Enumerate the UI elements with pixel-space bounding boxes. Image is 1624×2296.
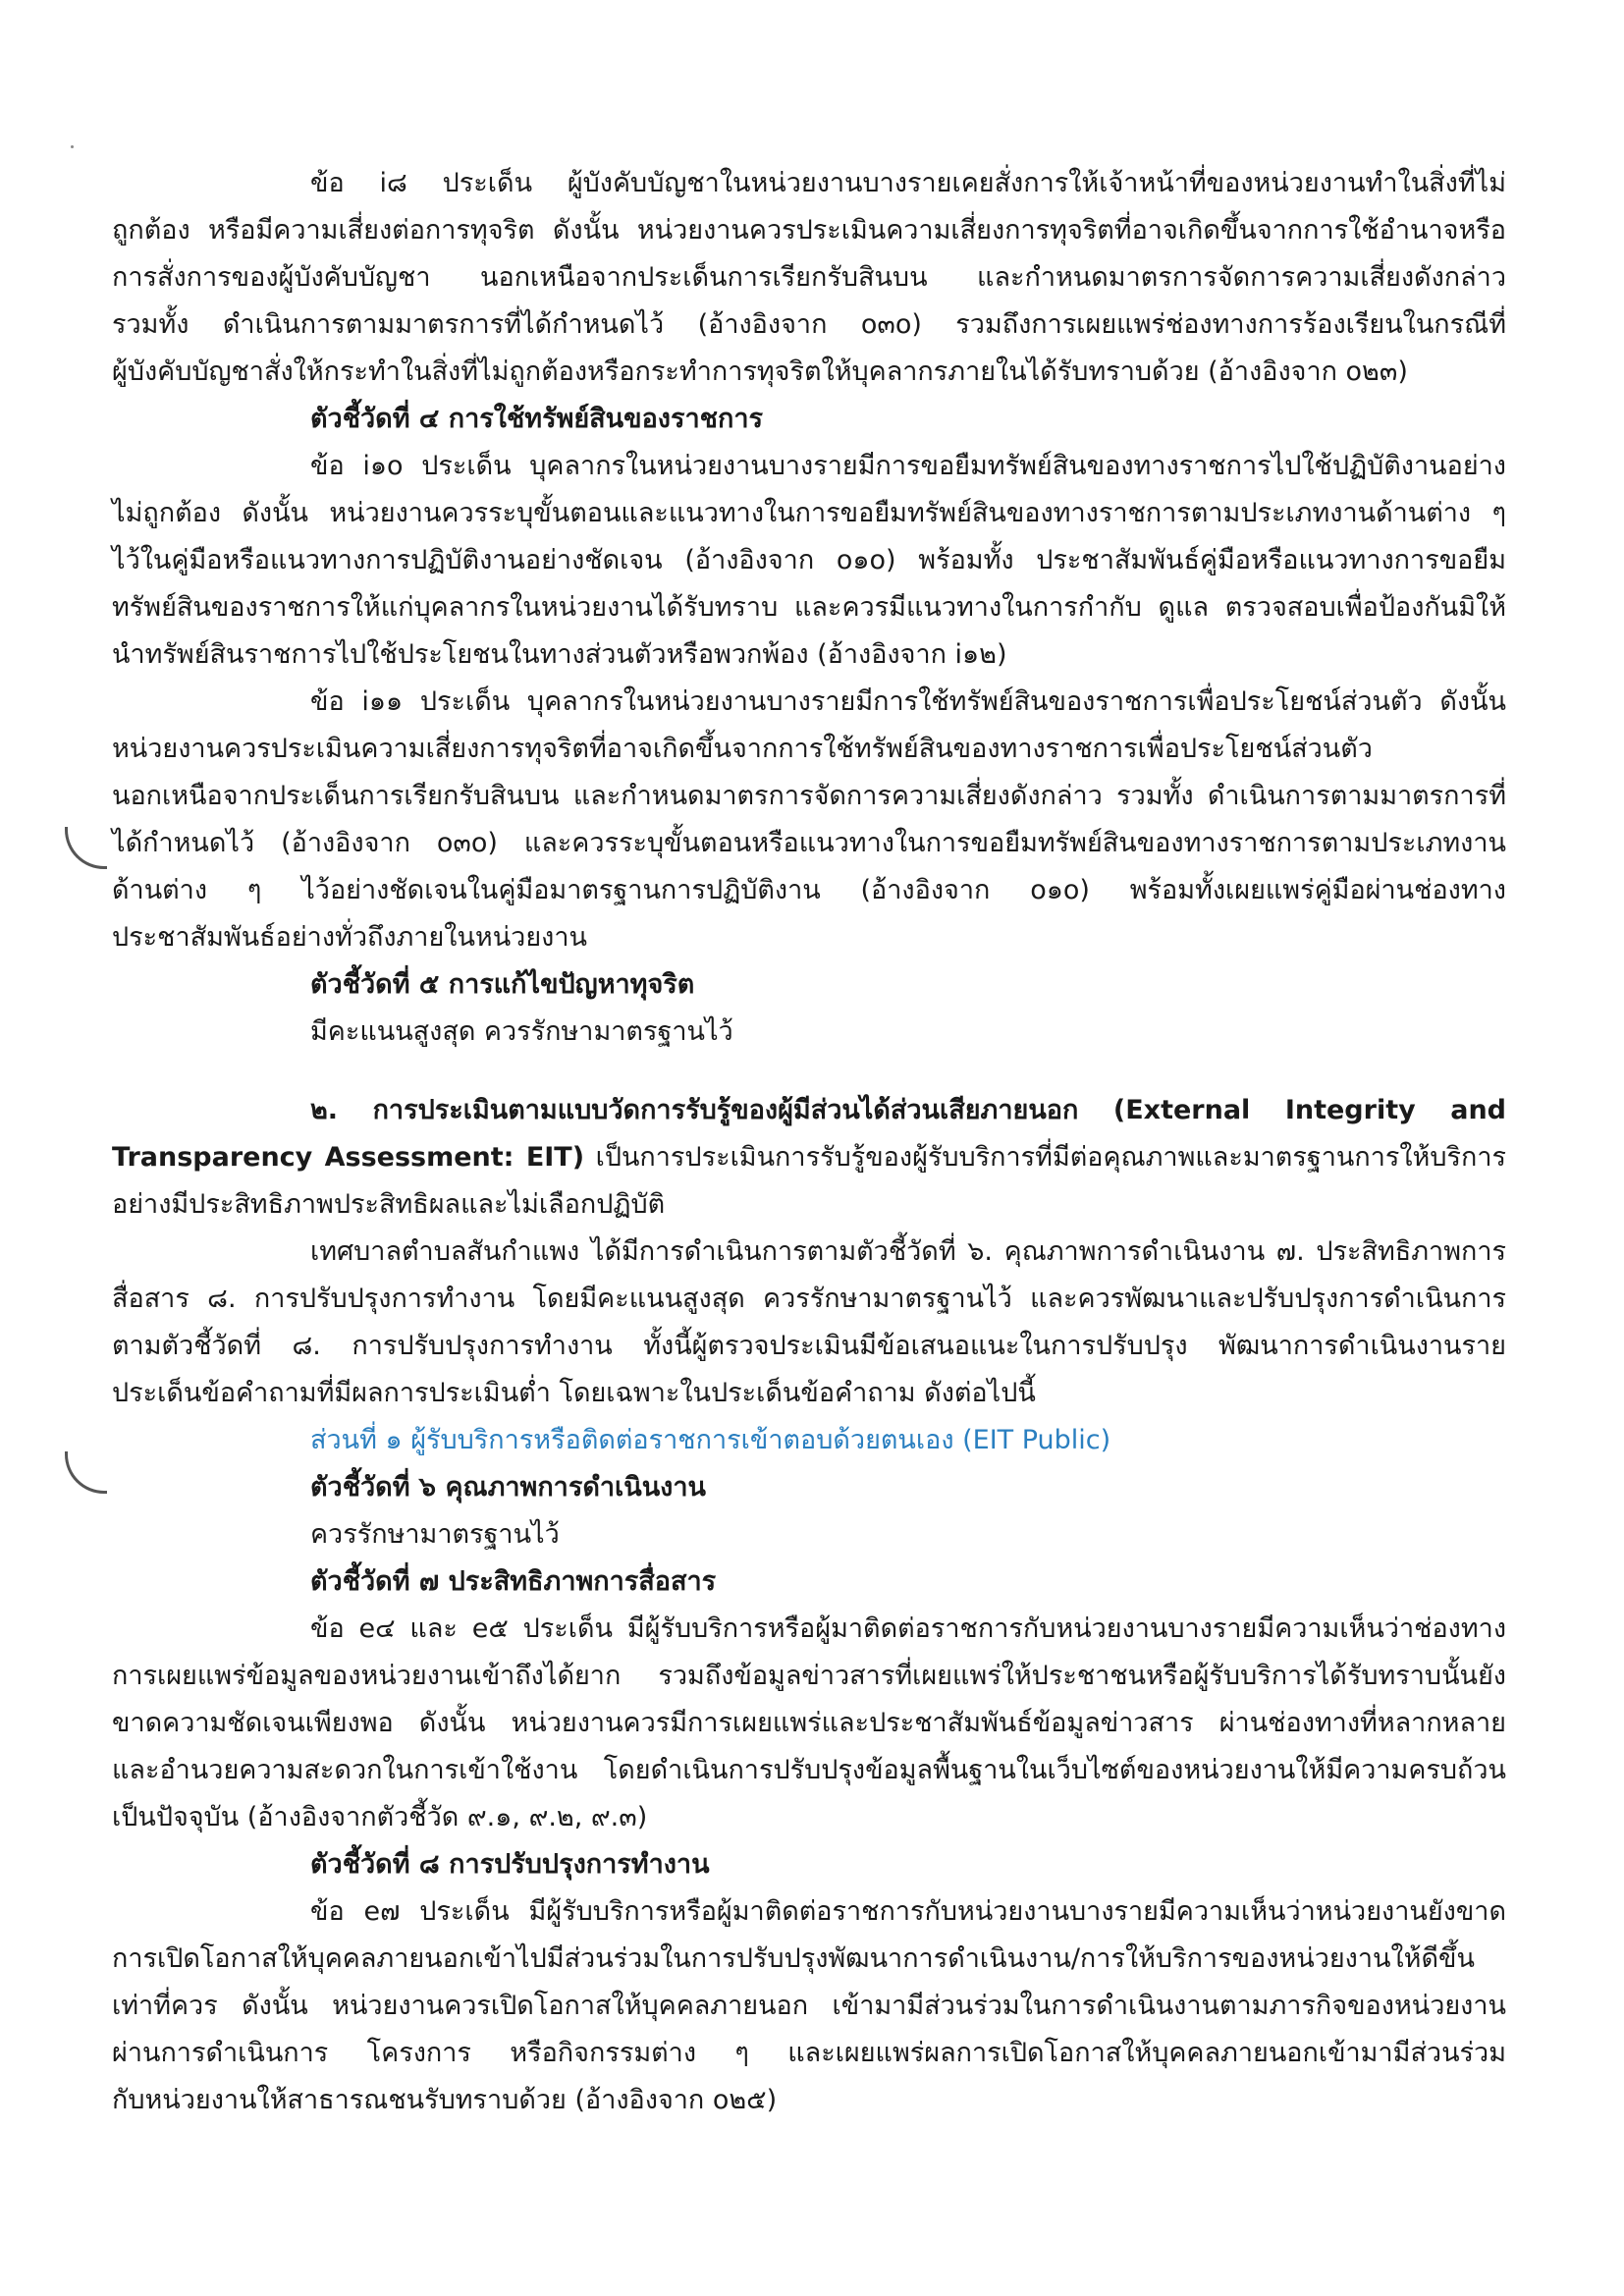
hole-punch-mark-lower [65,1451,107,1494]
section-gap [112,1056,1506,1087]
paragraph-line: สื่อสาร ๘. การปรับปรุงการทำงาน โดยมีคะแนนสูงสุด ควรรักษามาตรฐานไว้ และควรพัฒนาและปรับปรุงการดำเนินการ [112,1284,1506,1314]
paragraph-line: ถูกต้อง หรือมีความเสี่ยงต่อการทุจริต ดังนั้น หน่วยงานควรประเมินความเสี่ยงการทุจริตที่อาจเกิดขึ้นจากการใช้อำนาจหรือ [112,215,1506,246]
paragraph-line: ผู้บังคับบัญชาสั่งให้กระทำในสิ่งที่ไม่ถูกต้องหรือกระทำการทุจริตให้บุคลากรภายในได้รับทราบด้วย (อ้างอิงจาก o๒๓) [112,356,1408,387]
eit-description: เป็นการประเมินการรับรู้ของผู้รับบริการที่มีต่อคุณภาพและมาตรฐานการให้บริการ [584,1142,1506,1173]
indicator-heading-4: ตัวชี้วัดที่ ๔ การใช้ทรัพย์สินของราชการ [310,404,763,434]
document-body [112,160,1506,2124]
paragraph-line [112,1134,1506,1181]
indicator-heading-7: ตัวชี้วัดที่ ๗ ประสิทธิภาพการสื่อสาร [310,1566,717,1597]
paragraph-line: อย่างมีประสิทธิภาพประสิทธิผลและไม่เลือกปฏิบัติ [112,1189,666,1220]
paragraph-line: การเปิดโอกาสให้บุคคลภายนอกเข้าไปมีส่วนร่วมในการปรับปรุงพัฒนาการดำเนินงาน/การให้บริการของหน่วยงานให้ดีขึ้น [112,1943,1475,1974]
paragraph-line: เท่าที่ควร ดังนั้น หน่วยงานควรเปิดโอกาสให้บุคคลภายนอก เข้ามามีส่วนร่วมในการดำเนินงานตามภารกิจของหน่วยงาน [112,1991,1506,2021]
paragraph-line: ข้อ e๔ และ e๕ ประเด็น มีผู้รับบริการหรือผู้มาติดต่อราชการกับหน่วยงานบางรายมีความเห็นว่าช่องทาง [310,1613,1506,1644]
paragraph-line: ควรรักษามาตรฐานไว้ [310,1519,560,1550]
paragraph-line: ด้านต่าง ๆ ไว้อย่างชัดเจนในคู่มือมาตรฐานการปฏิบัติงาน (อ้างอิงจาก o๑o) พร้อมทั้งเผยแพร่คู่มือผ่านช่องทาง [112,875,1506,905]
paragraph-line: นอกเหนือจากประเด็นการเรียกรับสินบน และกำหนดมาตรการจัดการความเสี่ยงดังกล่าว รวมทั้ง ดำเนินการตามมาตรการที่ [112,781,1506,811]
paragraph-line: การสั่งการของผู้บังคับบัญชา นอกเหนือจากประเด็นการเรียกรับสินบน และกำหนดมาตรการจัดการความเสี่ยงดังกล่าว [112,262,1506,293]
paragraph-line: ทรัพย์สินของราชการให้แก่บุคลากรในหน่วยงานได้รับทราบ และควรมีแนวทางในการกำกับ ดูแล ตรวจสอบเพื่อป้องกันมิให้ [112,592,1506,623]
indicator-heading-5: ตัวชี้วัดที่ ๕ การแก้ไขปัญหาทุจริต [310,969,695,1000]
paragraph-line: นำทรัพย์สินราชการไปใช้ประโยชนในทางส่วนตัวหรือพวกพ้อง (อ้างอิงจาก i๑๒) [112,639,1007,670]
paragraph-line: หน่วยงานควรประเมินความเสี่ยงการทุจริตที่อาจเกิดขึ้นจากการใช้ทรัพย์สินของทางราชการเพื่อประโยชน์ส่วนตัว [112,734,1373,764]
indicator-heading-6: ตัวชี้วัดที่ ๖ คุณภาพการดำเนินงาน [310,1472,706,1503]
paragraph-line: เทศบาลตำบลสันกำแพง ได้มีการดำเนินการตามตัวชี้วัดที่ ๖. คุณภาพการดำเนินงาน ๗. ประสิทธิภาพการ [310,1236,1506,1267]
paragraph-line: ผ่านการดำเนินการ โครงการ หรือกิจกรรมต่าง ๆ และเผยแพร่ผลการเปิดโอกาสให้บุคคลภายนอกเข้ามามีส่วนร่วม [112,2038,1506,2068]
paragraph-line: กับหน่วยงานให้สาธารณชนรับทราบด้วย (อ้างอิงจาก o๒๕) [112,2085,778,2115]
paragraph-line: มีคะแนนสูงสุด ควรรักษามาตรฐานไว้ [310,1016,733,1047]
eit-section-title: ๒. การประเมินตามแบบวัดการรับรู้ของผู้มีส่วนได้ส่วนเสียภายนอก (External Integrity and [310,1095,1506,1125]
paragraph-line: เป็นปัจจุบัน (อ้างอิงจากตัวชี้วัด ๙.๑, ๙.๒, ๙.๓) [112,1802,648,1832]
eit-title-continued: Transparency Assessment: EIT) [112,1142,585,1173]
paragraph-line: ไม่ถูกต้อง ดังนั้น หน่วยงานควรระบุขั้นตอนและแนวทางในการขอยืมทรัพย์สินของทางราชการตามประเภทงานด้านต่าง ๆ [112,498,1506,528]
paragraph-line: ไว้ในคู่มือหรือแนวทางการปฏิบัติงานอย่างชัดเจน (อ้างอิงจาก o๑o) พร้อมทั้ง ประชาสัมพันธ์คู่มือหรือแนวทางการขอยืม [112,545,1506,575]
part-1-heading: ส่วนที่ ๑ ผู้รับบริการหรือติดต่อราชการเข้าตอบด้วยตนเอง (EIT Public) [310,1425,1111,1455]
paragraph-line: และอำนวยความสะดวกในการเข้าใช้งาน โดยดำเนินการปรับปรุงข้อมูลพื้นฐานในเว็บไซต์ของหน่วยงานให้มีความครบถ้วน [112,1755,1506,1785]
paragraph-line: ประเด็นข้อคำถามที่มีผลการประเมินต่ำ โดยเฉพาะในประเด็นข้อคำถาม ดังต่อไปนี้ [112,1378,1036,1408]
hole-punch-mark-upper [65,827,107,869]
paragraph-line: ประชาสัมพันธ์อย่างทั่วถึงภายในหน่วยงาน [112,922,587,953]
scan-dot [71,145,74,148]
paragraph-line: ขาดความชัดเจนเพียงพอ ดังนั้น หน่วยงานควรมีการเผยแพร่และประชาสัมพันธ์ข้อมูลข่าวสาร ผ่านช่องทางที่หลากหลาย [112,1708,1506,1738]
paragraph-line: ข้อ e๗ ประเด็น มีผู้รับบริการหรือผู้มาติดต่อราชการกับหน่วยงานบางรายมีความเห็นว่าหน่วยงานยังขาด [310,1896,1506,1927]
indicator-heading-8: ตัวชี้วัดที่ ๘ การปรับปรุงการทำงาน [310,1849,710,1880]
paragraph-line: ข้อ i๑๑ ประเด็น บุคลากรในหน่วยงานบางรายมีการใช้ทรัพย์สินของราชการเพื่อประโยชน์ส่วนตัว ดังนั้น [310,686,1506,717]
paragraph-line: ข้อ i๑o ประเด็น บุคลากรในหน่วยงานบางรายมีการขอยืมทรัพย์สินของทางราชการไปใช้ปฏิบัติงานอย่าง [310,451,1506,481]
paragraph-line: ได้กำหนดไว้ (อ้างอิงจาก o๓o) และควรระบุขั้นตอนหรือแนวทางในการขอยืมทรัพย์สินของทางราชการตามประเภทงาน [112,828,1506,858]
paragraph-line: รวมทั้ง ดำเนินการตามมาตรการที่ได้กำหนดไว้ (อ้างอิงจาก o๓o) รวมถึงการเผยแพร่ช่องทางการร้องเรียนในกรณีที่ [112,309,1506,340]
paragraph-line: ข้อ i๘ ประเด็น ผู้บังคับบัญชาในหน่วยงานบางรายเคยสั่งการให้เจ้าหน้าที่ของหน่วยงานทำในสิ่งที่ไม่ [310,168,1506,198]
paragraph-line: การเผยแพร่ข้อมูลของหน่วยงานเข้าถึงได้ยาก รวมถึงข้อมูลข่าวสารที่เผยแพร่ให้ประชาชนหรือผู้รับบริการได้รับทราบนั้นยัง [112,1661,1506,1691]
paragraph-line: ตามตัวชี้วัดที่ ๘. การปรับปรุงการทำงาน ทั้งนี้ผู้ตรวจประเมินมีข้อเสนอแนะในการปรับปรุง พัฒนาการดำเนินงานราย [112,1331,1506,1361]
